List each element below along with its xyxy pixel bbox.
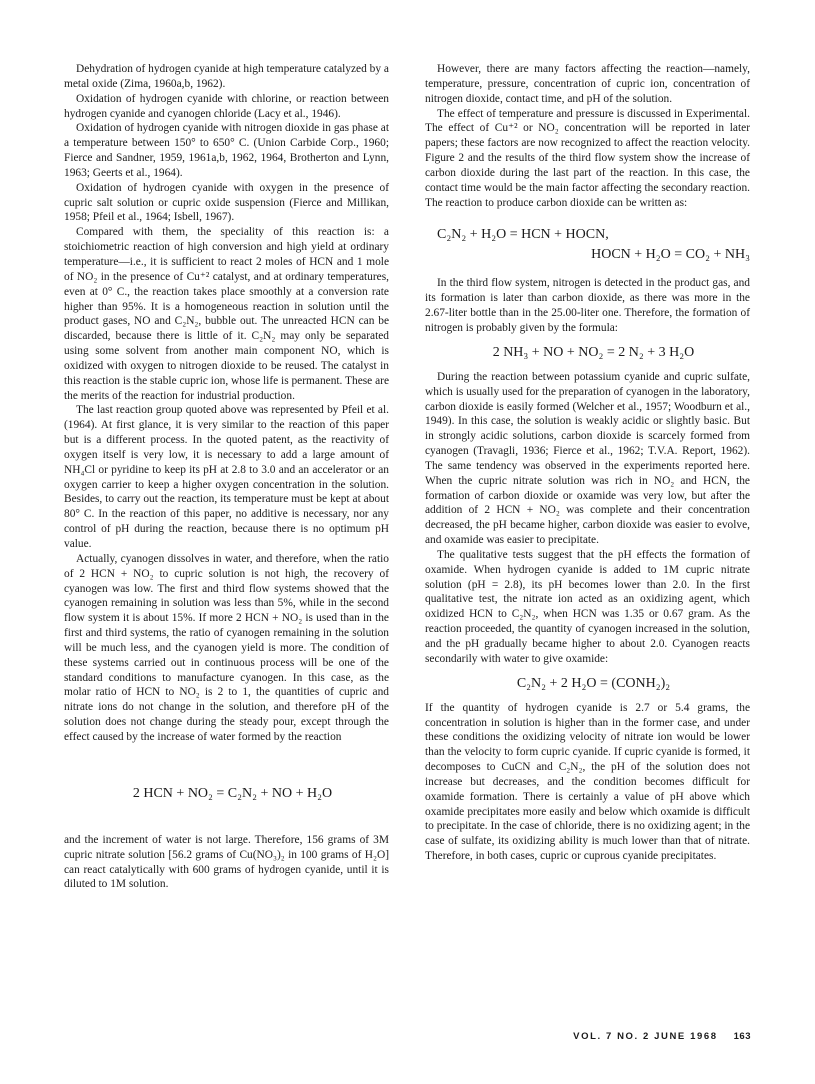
equation-hocn-hydrolysis: HOCN + H₂O = CO₂ + NH₃: [591, 247, 750, 263]
equation-nitrogen-formation: 2 NH₃ + NO + NO₂ = 2 N₂ + 3 H₂O: [492, 344, 695, 360]
paragraph: In the third flow system, nitrogen is detected in the product gas, and its formation is later than carbon dioxide, as there was more in the 2.67-liter bottle than in the 25.00-liter one. Therefore, the formation of nitrogen is probably given by the formula:: [425, 277, 750, 334]
right-column: [425, 62, 750, 864]
paragraph: Compared with them, the speciality of this reaction is: a stoichiometric reaction of high conversion and high yield at ordinary temperature—i.e., it is sufficient to react 2 moles of HCN and 1 mole of NO₂ in the presence of Cu⁺² catalyst, and at ordinary temperatures, even at 0° C., the reaction takes place smoothly at a conversion rate higher than 95%. It is a homogeneous reaction in solution until the product gases, NO and C₂N₂, bubble out. The unreacted HCN can be discarded, because there is little of it. C₂N₂ may only be separated using some solvent from another main component NO, which is oxidized with oxygen to nitrogen dioxide to be reused. The catalyst in this reaction is the stable cupric ion, whose life is permanent. These are the merits of the reaction for industrial production.: [64, 226, 389, 402]
page-number: 163: [733, 1031, 751, 1042]
paragraph: Dehydration of hydrogen cyanide at high temperature catalyzed by a metal oxide (Zima, 1960a,b, 1962).: [64, 63, 389, 90]
paragraph: and the increment of water is not large. Therefore, 156 grams of 3M cupric nitrate solution [56.2 grams of Cu(NO₃)₂ in 100 grams of H₂O] can react catalytically with 600 grams of hydrogen cyanide, until it is diluted to 1M solution.: [64, 833, 389, 891]
paragraph: However, there are many factors affecting the reaction—namely, temperature, pressure, concentration of cupric ion, concentration of nitrogen dioxide, contact time, and pH of the solution.: [425, 63, 750, 105]
paragraph: The last reaction group quoted above was represented by Pfeil et al. (1964). At first glance, it is very similar to the reaction of this paper but is a different process. In the quoted patent, as the reactivity of oxygen itself is very low, it is necessary to add a large amount of NH₄Cl or pyridine to keep its pH at 2.8 to 3.0 and an accelerator or an oxygen carrier to keep a higher oxygen concentration in the solution. Besides, to carry out the reaction, its temperature must be kept at about 80° C. In the reaction of this paper, no additive is necessary, nor any control of pH during the reaction, because there is no optimum pH value.: [64, 404, 389, 550]
paragraph: The effect of temperature and pressure is discussed in Experimental. The effect of Cu⁺² or NO₂ concentration will be reported in later papers; these factors are now recognized to affect the reaction velocity. Figure 2 and the results of the third flow system show the increase of carbon dioxide during the last part of the reaction. In this case, the contact time would be the main factor affecting the secondary reaction. The reaction to produce carbon dioxide can be written as:: [425, 107, 750, 209]
paragraph: The qualitative tests suggest that the pH effects the formation of oxamide. When hydrogen cyanide is added to 1M cupric nitrate solution (pH = 2.8), its pH becomes lower than 2.0. In the first qualitative test, the nitrate ion acted as an oxidizing agent, which oxidized HCN to C₂N₂, when HCN was 1.35 or 0.67 gram. As the reaction proceeded, the quantity of cyanogen increased in the solution, and the pH gradually became higher to about 2.0. Cyanogen reacts secondarily with water to give oxamide:: [425, 548, 750, 665]
paragraph: During the reaction between potassium cyanide and cupric sulfate, which is usually used for the preparation of cyanogen in the laboratory, carbon dioxide is easily formed (Welcher et al., 1957; Woodburn et al., 1949). In this case, the solution is weakly acidic or slightly basic. But in strongly acidic solutions, carbon dioxide is scarcely formed from cyanogen (Travagli, 1936; Fierce et al., 1962; T.V.A. Report, 1962). The same tendency was observed in the experiments reported here. When the cupric nitrate solution was rich in NO₂ and HCN, the formation of carbon dioxide or oxamide was very low, but after the addition of 2 HCN + NO₂ was complete and their concentration decreased, the pH became higher, carbon dioxide was easier to evolve, and oxamide was easier to precipitate.: [425, 370, 750, 547]
equation-hcn-no2: 2 HCN + NO₂ = C₂N₂ + NO + H₂O: [132, 785, 333, 801]
equation-oxamide: C₂N₂ + 2 H₂O = (CONH₂)₂: [516, 675, 671, 691]
paragraph: Actually, cyanogen dissolves in water, and therefore, when the ratio of 2 HCN + NO₂ to cupric solution is not high, the recovery of cyanogen was low. The first and third flow systems showed that the cyanogen remaining in solution was less than 5%, while in the second flow system it is about 15%. If more 2 HCN + NO₂ is used than in the first and third systems, the ratio of cyanogen remaining in the solution will be much less, and the cyanogen yield is more. The condition of these systems carried out in continuous process will be one of the standard conditions to manufacture cyanogen. In this case, as the molar ratio of HCN to NO₂ is 2 to 1, the quantities of cupric and nitrate ions do not change in the solution, and therefore pH of the solution does not change during the steady pour, except through the effect caused by the increase of water formed by the reaction: [64, 552, 389, 743]
equation-c2n2-hydrolysis: C₂N₂ + H₂O = HCN + HOCN,: [437, 227, 609, 243]
page-footer: [573, 1031, 751, 1042]
paragraph: Oxidation of hydrogen cyanide with nitrogen dioxide in gas phase at a temperature between 150° to 650° C. (Union Carbide Corp., 1960; Fierce and Sandner, 1959, 1961a,b, 1962, 1964, Brotherton and Lynn, 1963; Geerts et al., 1964).: [64, 122, 389, 179]
journal-issue-label: VOL. 7 NO. 2 JUNE 1968: [573, 1031, 718, 1042]
paragraph: Oxidation of hydrogen cyanide with chlorine, or reaction between hydrogen cyanide and cyanogen chloride (Lacy et al., 1946).: [64, 92, 389, 120]
paragraph: If the quantity of hydrogen cyanide is 2.7 or 5.4 grams, the concentration in solution is higher than in the former case, and under these conditions the oxidizing velocity of nitrate ion would be lower than the velocity to form cupric cyanide. If cupric cyanide is formed, it decomposes to CuCN and C₂N₂, the pH of the solution does not increase but decreases, and the condition becomes difficult for oxamide formation. There is certainly a value of pH above which oxamide precipitates more easily and below which oxamide is difficult to precipitate. In the case of chloride, there is no oxidizing agent; in the case of sulfate, its oxidizing ability is much lower than that of nitrate. Therefore, in both cases, cupric or cuprous cyanide precipitates.: [425, 701, 750, 863]
paragraph: Oxidation of hydrogen cyanide with oxygen in the presence of cupric salt solution or cupric oxide suspension (Fierce and Millikan, 1958; Pfeil et al., 1964; Isbell, 1967).: [64, 181, 389, 224]
left-column: [64, 62, 389, 892]
